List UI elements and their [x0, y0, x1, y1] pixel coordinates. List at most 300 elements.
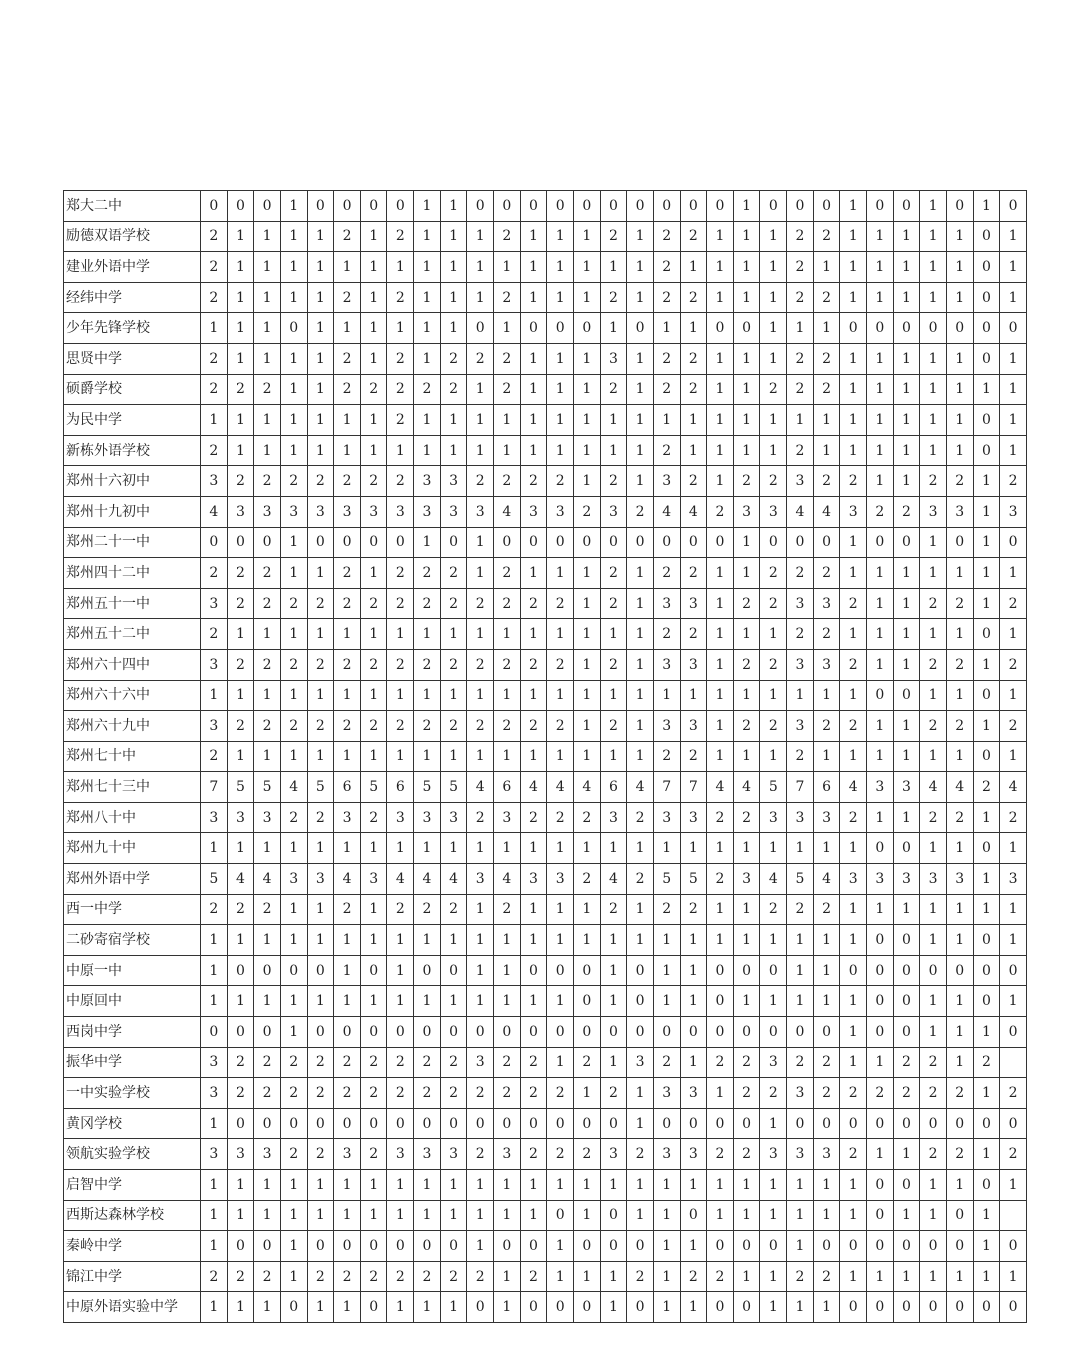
value-cell: 0	[334, 527, 361, 558]
value-cell: 1	[920, 619, 947, 650]
table-row	[64, 1170, 1027, 1201]
value-cell: 1	[813, 405, 840, 436]
value-cell: 1	[360, 986, 387, 1017]
value-cell: 0	[627, 1292, 654, 1323]
value-cell: 3	[920, 864, 947, 895]
value-cell: 1	[387, 925, 414, 956]
value-cell: 2	[201, 374, 228, 405]
school-quota-table	[63, 190, 1027, 1323]
value-cell: 0	[600, 527, 627, 558]
value-cell: 1	[494, 1261, 521, 1292]
value-cell: 1	[334, 435, 361, 466]
value-cell: 1	[467, 435, 494, 466]
value-cell: 3	[893, 864, 920, 895]
value-cell: 1	[813, 833, 840, 864]
value-cell: 2	[733, 802, 760, 833]
value-cell: 0	[494, 1017, 521, 1048]
value-cell: 2	[920, 802, 947, 833]
value-cell: 2	[813, 221, 840, 252]
value-cell: 1	[520, 680, 547, 711]
value-cell: 1	[946, 1170, 973, 1201]
value-cell: 1	[520, 894, 547, 925]
value-cell: 1	[494, 955, 521, 986]
value-cell: 1	[387, 1170, 414, 1201]
value-cell: 1	[467, 1231, 494, 1262]
value-cell: 2	[414, 374, 441, 405]
value-cell: 2	[813, 711, 840, 742]
value-cell: 1	[707, 435, 734, 466]
value-cell: 0	[280, 313, 307, 344]
value-cell: 2	[1000, 1078, 1027, 1109]
value-cell: 0	[973, 1170, 1000, 1201]
value-cell: 0	[573, 527, 600, 558]
value-cell: 1	[653, 1292, 680, 1323]
value-cell: 0	[973, 741, 1000, 772]
value-cell: 1	[627, 221, 654, 252]
value-cell: 0	[1000, 1292, 1027, 1323]
value-cell: 1	[867, 711, 894, 742]
value-cell: 1	[387, 986, 414, 1017]
value-cell: 0	[893, 680, 920, 711]
value-cell: 2	[387, 282, 414, 313]
value-cell: 1	[733, 405, 760, 436]
value-cell: 0	[733, 1292, 760, 1323]
value-cell: 5	[360, 772, 387, 803]
value-cell: 1	[467, 221, 494, 252]
school-name-cell: 思贤中学	[64, 343, 201, 374]
value-cell: 1	[600, 1170, 627, 1201]
table-row	[64, 1200, 1027, 1231]
value-cell: 3	[733, 864, 760, 895]
value-cell: 1	[946, 1261, 973, 1292]
value-cell: 3	[387, 496, 414, 527]
value-cell: 2	[1000, 588, 1027, 619]
value-cell: 2	[414, 1078, 441, 1109]
value-cell: 1	[254, 680, 281, 711]
value-cell: 2	[520, 588, 547, 619]
value-cell: 2	[307, 466, 334, 497]
value-cell: 1	[334, 680, 361, 711]
value-cell: 2	[653, 282, 680, 313]
value-cell: 3	[946, 496, 973, 527]
school-name-cell: 郑大二中	[64, 191, 201, 222]
value-cell: 0	[707, 1231, 734, 1262]
value-cell: 2	[360, 711, 387, 742]
value-cell: 1	[414, 741, 441, 772]
value-cell: 1	[840, 343, 867, 374]
value-cell: 2	[387, 558, 414, 589]
value-cell: 2	[360, 1078, 387, 1109]
school-name-cell: 建业外语中学	[64, 252, 201, 283]
value-cell: 1	[520, 925, 547, 956]
value-cell: 1	[280, 527, 307, 558]
value-cell: 2	[467, 466, 494, 497]
value-cell: 2	[201, 558, 228, 589]
value-cell: 1	[627, 711, 654, 742]
value-cell: 1	[547, 435, 574, 466]
value-cell: 1	[201, 833, 228, 864]
value-cell: 2	[707, 496, 734, 527]
value-cell: 2	[520, 1139, 547, 1170]
value-cell: 1	[520, 435, 547, 466]
value-cell: 2	[787, 741, 814, 772]
value-cell: 2	[627, 864, 654, 895]
value-cell: 2	[520, 649, 547, 680]
value-cell: 1	[414, 282, 441, 313]
school-name-cell: 中原回中	[64, 986, 201, 1017]
value-cell: 2	[387, 894, 414, 925]
value-cell: 2	[893, 496, 920, 527]
value-cell: 1	[840, 282, 867, 313]
value-cell: 1	[653, 405, 680, 436]
value-cell: 2	[680, 894, 707, 925]
value-cell: 1	[360, 741, 387, 772]
value-cell: 0	[520, 1017, 547, 1048]
value-cell: 0	[627, 1231, 654, 1262]
value-cell: 2	[494, 1078, 521, 1109]
value-cell: 0	[547, 1017, 574, 1048]
value-cell: 1	[360, 405, 387, 436]
table-row	[64, 191, 1027, 222]
value-cell: 3	[414, 1139, 441, 1170]
value-cell: 0	[573, 1292, 600, 1323]
value-cell: 2	[334, 649, 361, 680]
value-cell: 1	[467, 1200, 494, 1231]
value-cell: 0	[946, 1292, 973, 1323]
value-cell: 2	[547, 649, 574, 680]
value-cell: 1	[440, 191, 467, 222]
value-cell: 2	[946, 711, 973, 742]
value-cell: 1	[387, 1292, 414, 1323]
value-cell: 1	[494, 435, 521, 466]
value-cell: 1	[973, 1139, 1000, 1170]
value-cell: 1	[440, 405, 467, 436]
value-cell: 2	[494, 374, 521, 405]
value-cell: 1	[680, 405, 707, 436]
value-cell: 5	[680, 864, 707, 895]
table-row	[64, 527, 1027, 558]
value-cell: 3	[787, 1139, 814, 1170]
value-cell: 2	[867, 1078, 894, 1109]
value-cell: 1	[813, 680, 840, 711]
value-cell: 1	[254, 619, 281, 650]
value-cell: 2	[201, 221, 228, 252]
value-cell: 3	[733, 496, 760, 527]
value-cell: 4	[680, 496, 707, 527]
value-cell: 1	[573, 588, 600, 619]
value-cell: 2	[1000, 466, 1027, 497]
value-cell: 1	[867, 1047, 894, 1078]
value-cell: 2	[920, 711, 947, 742]
value-cell: 0	[414, 1231, 441, 1262]
value-cell: 0	[334, 1017, 361, 1048]
value-cell: 0	[201, 191, 228, 222]
value-cell: 2	[440, 1078, 467, 1109]
value-cell: 1	[733, 221, 760, 252]
value-cell: 1	[600, 252, 627, 283]
value-cell: 2	[1000, 711, 1027, 742]
value-cell: 2	[334, 282, 361, 313]
value-cell: 1	[280, 680, 307, 711]
value-cell: 1	[280, 435, 307, 466]
value-cell: 1	[387, 833, 414, 864]
value-cell: 1	[334, 955, 361, 986]
value-cell: 1	[547, 252, 574, 283]
table-row	[64, 772, 1027, 803]
value-cell: 1	[520, 558, 547, 589]
value-cell: 0	[973, 1292, 1000, 1323]
value-cell: 1	[973, 466, 1000, 497]
value-cell: 1	[254, 343, 281, 374]
value-cell: 2	[653, 894, 680, 925]
school-name-cell: 中原一中	[64, 955, 201, 986]
table-row	[64, 711, 1027, 742]
value-cell: 1	[494, 1170, 521, 1201]
value-cell: 0	[201, 1017, 228, 1048]
value-cell: 1	[573, 619, 600, 650]
value-cell: 1	[893, 1200, 920, 1231]
value-cell: 1	[387, 619, 414, 650]
value-cell: 1	[227, 680, 254, 711]
value-cell: 1	[360, 313, 387, 344]
value-cell: 1	[414, 252, 441, 283]
value-cell: 2	[600, 466, 627, 497]
value-cell: 2	[334, 374, 361, 405]
value-cell: 1	[360, 252, 387, 283]
value-cell: 1	[733, 1170, 760, 1201]
value-cell: 2	[227, 466, 254, 497]
value-cell: 2	[280, 1047, 307, 1078]
value-cell: 1	[867, 558, 894, 589]
value-cell: 2	[280, 466, 307, 497]
school-name-cell: 郑州六十九中	[64, 711, 201, 742]
value-cell: 0	[280, 955, 307, 986]
value-cell: 2	[653, 252, 680, 283]
value-cell: 1	[467, 986, 494, 1017]
value-cell: 0	[227, 1231, 254, 1262]
value-cell: 2	[920, 588, 947, 619]
value-cell: 3	[787, 711, 814, 742]
value-cell: 1	[360, 925, 387, 956]
value-cell: 1	[334, 833, 361, 864]
value-cell: 0	[573, 1017, 600, 1048]
value-cell: 5	[653, 864, 680, 895]
value-cell: 0	[1000, 1108, 1027, 1139]
value-cell: 2	[360, 588, 387, 619]
value-cell: 1	[440, 1170, 467, 1201]
value-cell: 0	[360, 527, 387, 558]
value-cell: 6	[387, 772, 414, 803]
value-cell: 4	[547, 772, 574, 803]
value-cell: 2	[813, 374, 840, 405]
value-cell: 1	[840, 1261, 867, 1292]
value-cell: 2	[813, 894, 840, 925]
value-cell: 1	[627, 619, 654, 650]
value-cell: 1	[653, 955, 680, 986]
value-cell: 0	[520, 1292, 547, 1323]
value-cell: 3	[653, 1139, 680, 1170]
value-cell: 0	[867, 955, 894, 986]
value-cell: 1	[840, 252, 867, 283]
value-cell: 5	[227, 772, 254, 803]
value-cell: 1	[467, 252, 494, 283]
value-cell: 1	[520, 405, 547, 436]
value-cell: 0	[307, 1017, 334, 1048]
value-cell: 1	[547, 282, 574, 313]
school-name-cell: 郑州八十中	[64, 802, 201, 833]
value-cell: 1	[813, 741, 840, 772]
school-name-cell: 郑州六十四中	[64, 649, 201, 680]
value-cell: 1	[867, 282, 894, 313]
table-row	[64, 374, 1027, 405]
value-cell: 2	[893, 1047, 920, 1078]
value-cell: 2	[600, 894, 627, 925]
value-cell: 2	[813, 558, 840, 589]
school-name-cell: 秦岭中学	[64, 1231, 201, 1262]
value-cell: 1	[787, 1170, 814, 1201]
value-cell: 0	[547, 955, 574, 986]
value-cell: 2	[680, 1261, 707, 1292]
value-cell: 1	[733, 374, 760, 405]
value-cell: 2	[653, 343, 680, 374]
value-cell: 0	[680, 527, 707, 558]
value-cell: 1	[467, 741, 494, 772]
value-cell: 1	[707, 252, 734, 283]
value-cell: 2	[760, 588, 787, 619]
value-cell: 1	[573, 252, 600, 283]
table-row	[64, 282, 1027, 313]
value-cell: 1	[573, 374, 600, 405]
value-cell: 1	[227, 619, 254, 650]
value-cell: 1	[467, 955, 494, 986]
value-cell: 0	[973, 619, 1000, 650]
value-cell: 4	[254, 864, 281, 895]
value-cell: 1	[627, 374, 654, 405]
school-name-cell: 启智中学	[64, 1170, 201, 1201]
value-cell: 3	[227, 496, 254, 527]
value-cell: 0	[946, 527, 973, 558]
value-cell: 2	[227, 1261, 254, 1292]
value-cell: 2	[733, 1047, 760, 1078]
value-cell: 1	[973, 1078, 1000, 1109]
value-cell: 1	[547, 405, 574, 436]
value-cell: 2	[600, 711, 627, 742]
value-cell: 1	[307, 986, 334, 1017]
value-cell: 0	[840, 955, 867, 986]
value-cell: 2	[254, 1047, 281, 1078]
value-cell: 1	[307, 1200, 334, 1231]
value-cell: 1	[280, 986, 307, 1017]
value-cell: 1	[707, 894, 734, 925]
value-cell: 2	[307, 1261, 334, 1292]
value-cell: 2	[440, 1261, 467, 1292]
value-cell: 1	[867, 894, 894, 925]
value-cell: 3	[813, 802, 840, 833]
value-cell: 2	[1000, 802, 1027, 833]
value-cell: 7	[653, 772, 680, 803]
value-cell: 1	[707, 1200, 734, 1231]
value-cell: 1	[973, 1017, 1000, 1048]
value-cell: 2	[227, 1047, 254, 1078]
value-cell: 2	[494, 221, 521, 252]
value-cell: 1	[680, 955, 707, 986]
value-cell: 0	[573, 191, 600, 222]
value-cell: 1	[280, 405, 307, 436]
value-cell: 0	[840, 313, 867, 344]
value-cell: 1	[787, 986, 814, 1017]
value-cell: 2	[414, 711, 441, 742]
value-cell: 1	[334, 741, 361, 772]
value-cell: 1	[840, 527, 867, 558]
value-cell: 1	[520, 343, 547, 374]
value-cell: 0	[227, 191, 254, 222]
value-cell: 1	[867, 1139, 894, 1170]
value-cell: 2	[840, 1078, 867, 1109]
value-cell: 2	[227, 649, 254, 680]
table-row	[64, 894, 1027, 925]
value-cell: 1	[627, 894, 654, 925]
value-cell: 1	[653, 1261, 680, 1292]
value-cell: 3	[653, 711, 680, 742]
value-cell: 1	[680, 1170, 707, 1201]
value-cell: 1	[600, 833, 627, 864]
value-cell: 0	[360, 1292, 387, 1323]
value-cell: 1	[627, 1108, 654, 1139]
value-cell: 1	[627, 1078, 654, 1109]
value-cell: 1	[973, 1261, 1000, 1292]
value-cell: 1	[1000, 680, 1027, 711]
value-cell: 0	[973, 252, 1000, 283]
value-cell: 2	[547, 588, 574, 619]
value-cell: 3	[760, 802, 787, 833]
value-cell: 1	[707, 405, 734, 436]
value-cell: 3	[840, 496, 867, 527]
value-cell: 2	[653, 558, 680, 589]
value-cell: 1	[787, 925, 814, 956]
value-cell: 2	[360, 1047, 387, 1078]
value-cell: 2	[653, 741, 680, 772]
value-cell: 1	[707, 649, 734, 680]
value-cell: 4	[201, 496, 228, 527]
value-cell: 4	[600, 864, 627, 895]
value-cell: 3	[893, 772, 920, 803]
value-cell: 1	[280, 282, 307, 313]
value-cell: 1	[867, 741, 894, 772]
value-cell: 1	[494, 619, 521, 650]
value-cell: 1	[653, 1200, 680, 1231]
value-cell: 0	[707, 527, 734, 558]
value-cell: 2	[334, 711, 361, 742]
value-cell: 0	[440, 527, 467, 558]
value-cell: 0	[387, 527, 414, 558]
value-cell: 1	[254, 1200, 281, 1231]
value-cell: 1	[600, 955, 627, 986]
value-cell: 2	[520, 466, 547, 497]
value-cell: 1	[813, 986, 840, 1017]
value-cell: 1	[920, 252, 947, 283]
value-cell: 1	[387, 313, 414, 344]
value-cell: 3	[201, 649, 228, 680]
value-cell: 1	[1000, 343, 1027, 374]
value-cell: 1	[1000, 1170, 1027, 1201]
value-cell: 0	[973, 221, 1000, 252]
value-cell: 3	[867, 772, 894, 803]
value-cell: 1	[627, 466, 654, 497]
value-cell: 2	[946, 1139, 973, 1170]
table-row	[64, 466, 1027, 497]
value-cell: 3	[520, 496, 547, 527]
value-cell: 2	[787, 619, 814, 650]
